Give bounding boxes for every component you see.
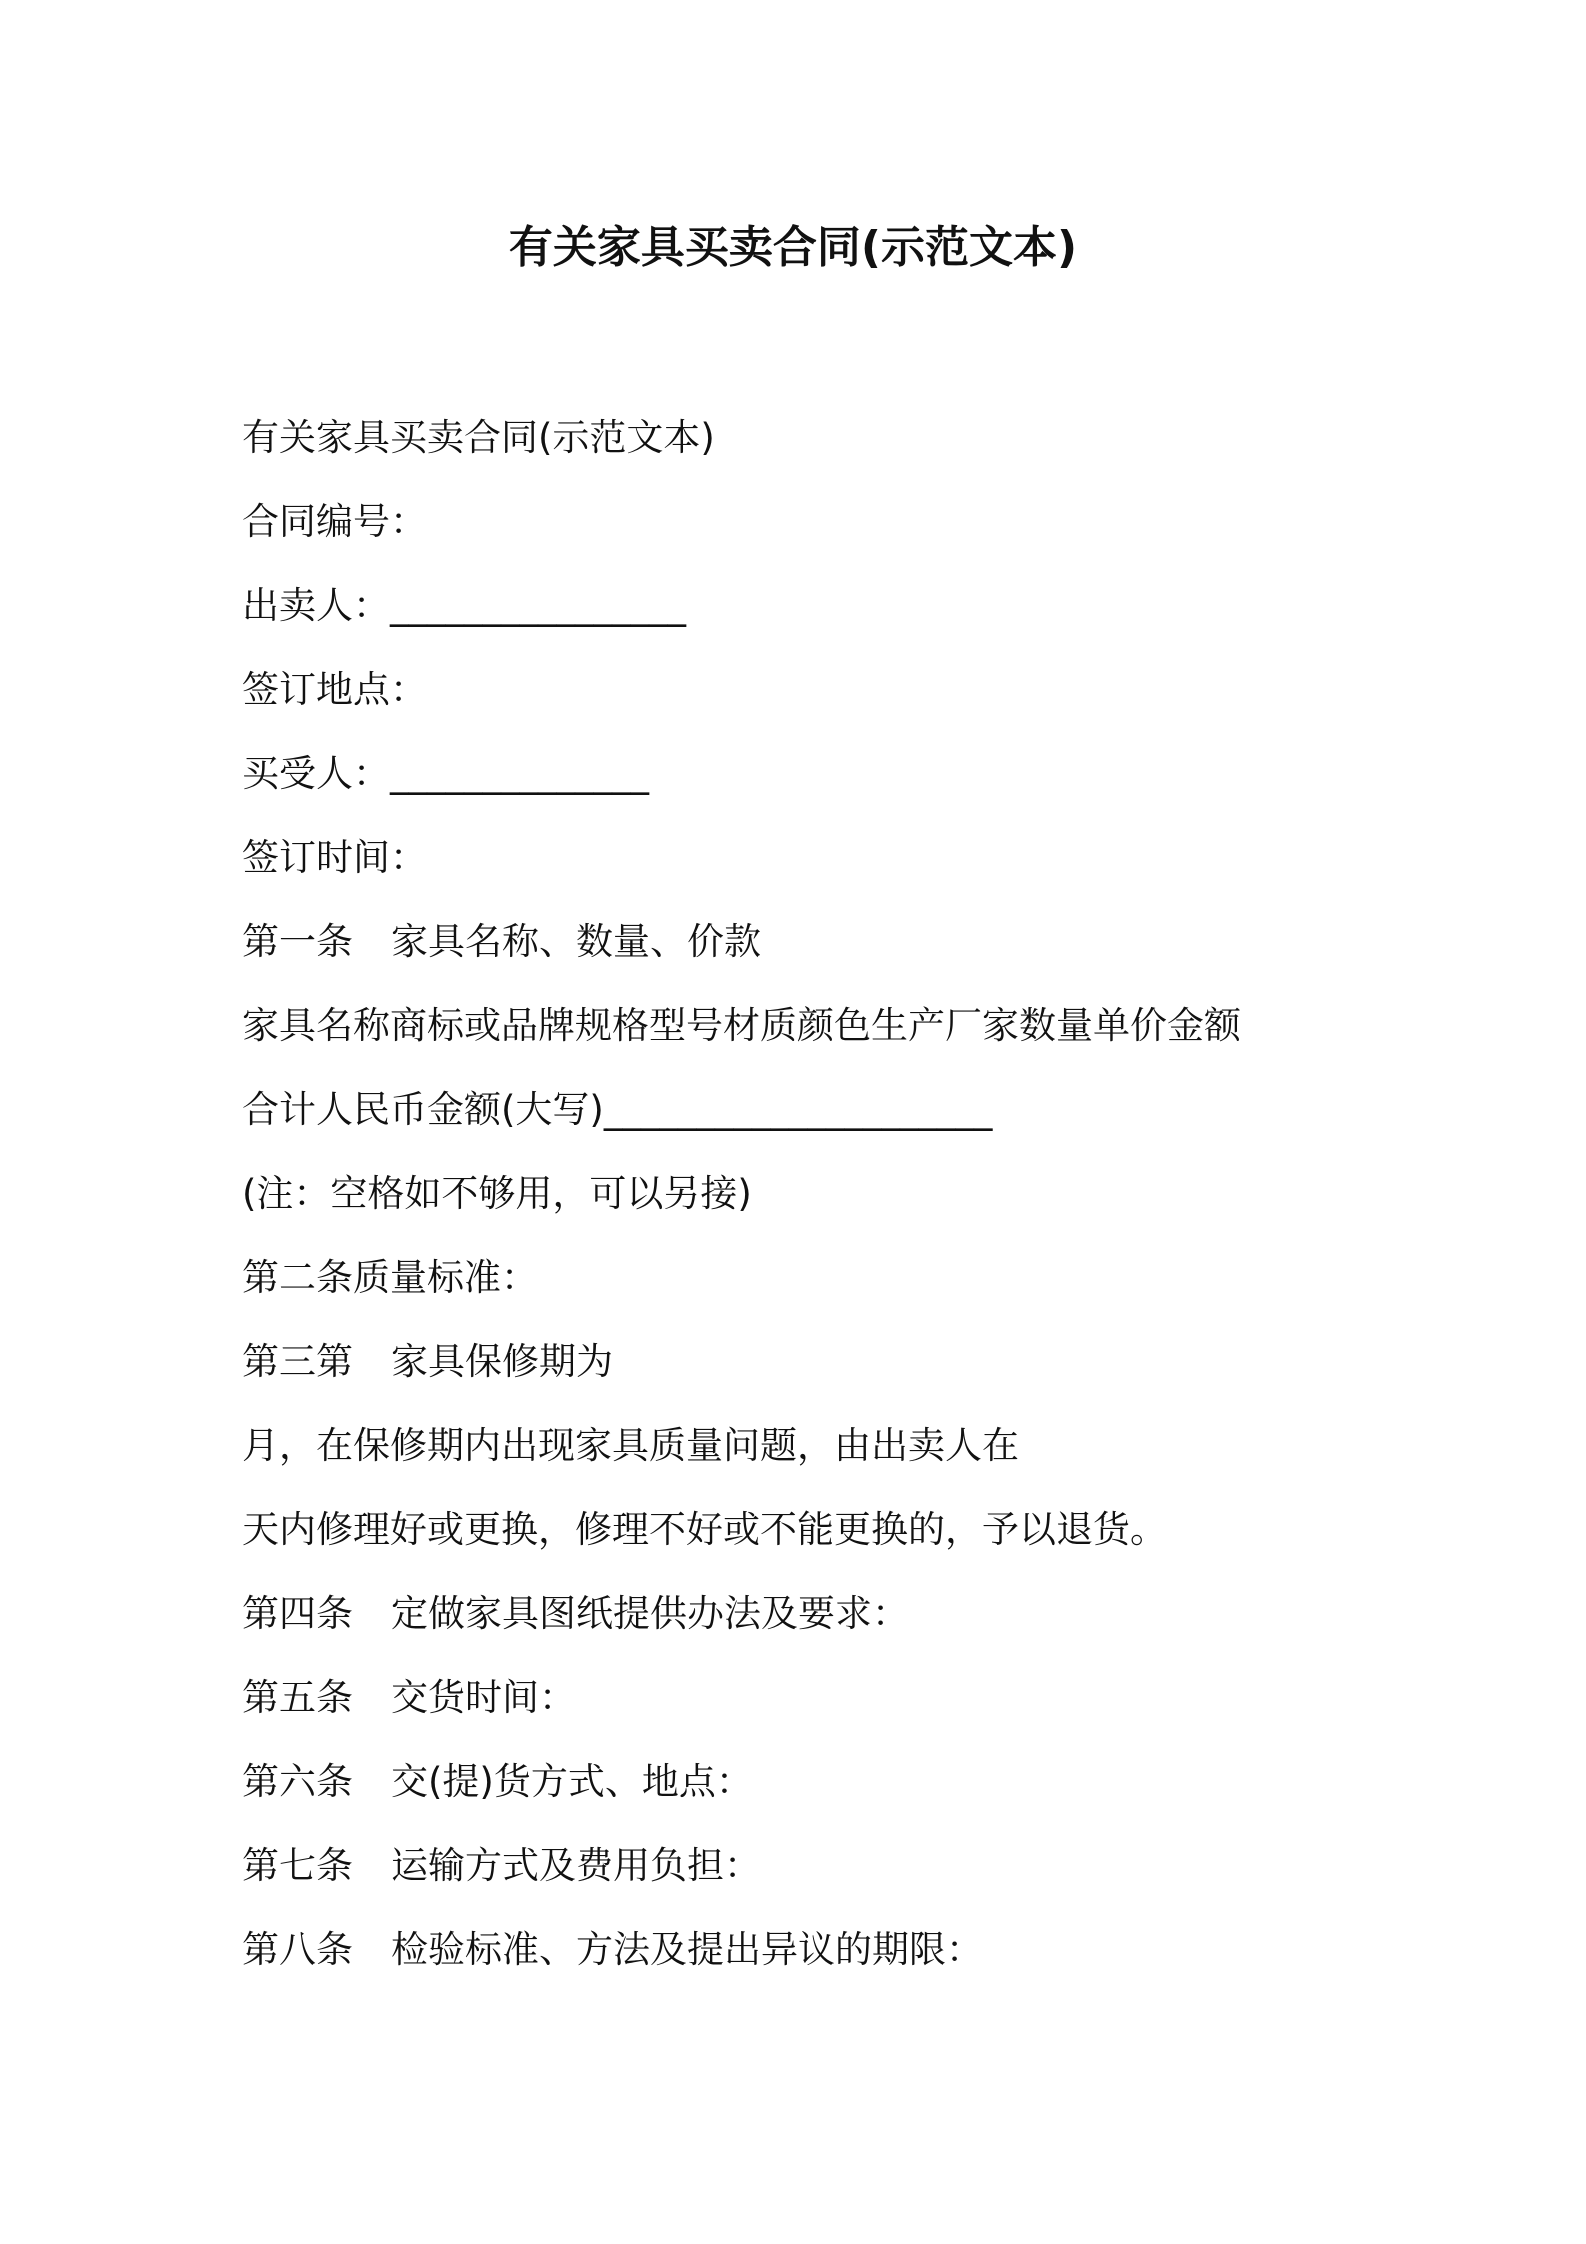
article-5 <box>242 1668 1442 1752</box>
article-5-text: 交货时间： <box>391 1676 576 1719</box>
line-signing-time: 签订时间： <box>242 836 427 879</box>
article-1-text: 家具名称、数量、价款 <box>391 920 761 963</box>
article-4-label: 第四条 <box>242 1592 353 1635</box>
article-6-label: 第六条 <box>242 1760 353 1803</box>
line-table-header: 家具名称商标或品牌规格型号材质颜色生产厂家数量单价金额 <box>242 1004 1241 1047</box>
article-8-text: 检验标准、方法及提出异议的期限： <box>391 1928 983 1971</box>
article-4 <box>242 1584 1442 1668</box>
article-7-label: 第七条 <box>242 1844 353 1887</box>
article-7-text: 运输方式及费用负担： <box>391 1844 761 1887</box>
line-total-amount: 合计人民币金额(大写)_____________________ <box>242 1088 993 1131</box>
article-3-cont-2: 天内修理好或更换，修理不好或不能更换的，予以退货。 <box>242 1508 1167 1551</box>
article-7 <box>242 1836 1442 1920</box>
article-1-label: 第一条 <box>242 920 353 963</box>
article-8-label: 第八条 <box>242 1928 353 1971</box>
article-6 <box>242 1752 1442 1836</box>
line-signing-place: 签订地点： <box>242 668 427 711</box>
article-3-text: 家具保修期为 <box>391 1340 613 1383</box>
line-buyer: 买受人：______________ <box>242 752 649 795</box>
article-1 <box>242 912 1442 996</box>
article-3 <box>242 1332 1442 1416</box>
article-4-text: 定做家具图纸提供办法及要求： <box>391 1592 909 1635</box>
line-contract-number: 合同编号： <box>242 500 427 543</box>
line-subtitle: 有关家具买卖合同(示范文本) <box>242 416 715 459</box>
line-seller: 出卖人：________________ <box>242 584 686 627</box>
document-body <box>242 408 1442 2004</box>
article-6-text: 交(提)货方式、地点： <box>391 1760 753 1803</box>
article-3-cont-1: 月，在保修期内出现家具质量问题，由出卖人在 <box>242 1424 1019 1467</box>
article-8 <box>242 1920 1442 2004</box>
article-3-label: 第三第 <box>242 1340 353 1383</box>
document-title: 有关家具买卖合同(示范文本) <box>508 222 1078 273</box>
article-5-label: 第五条 <box>242 1676 353 1719</box>
line-note: (注：空格如不够用，可以另接) <box>242 1172 752 1215</box>
article-2: 第二条质量标准： <box>242 1256 538 1299</box>
